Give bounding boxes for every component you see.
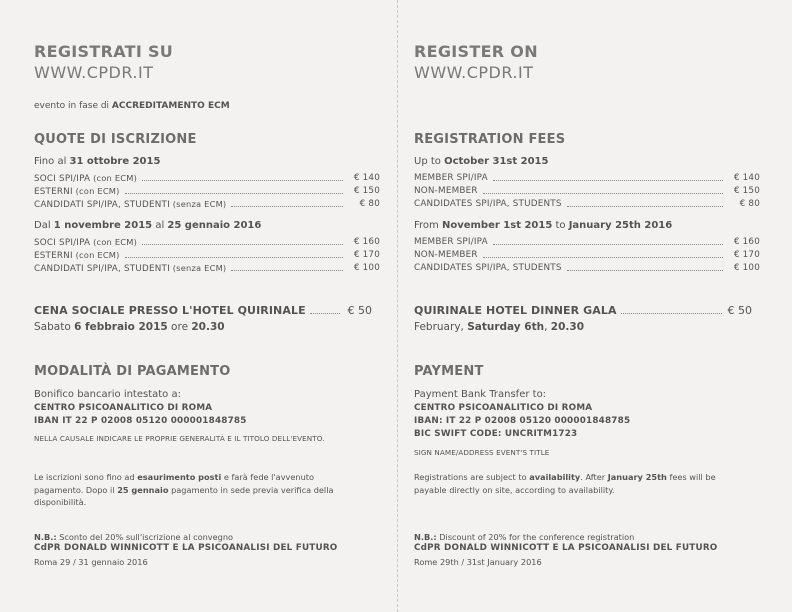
fee-row: [414, 172, 760, 184]
register-title: REGISTER ON: [414, 42, 538, 61]
period2-mid: al: [152, 220, 168, 231]
fee-label: SOCI SPI/IPA: [34, 237, 91, 248]
dot-leader: [125, 256, 343, 258]
deadline-text3: pagamento in sede previa verifica della disponibilità.: [34, 484, 334, 507]
fee-sub: (senza ECM): [169, 198, 227, 209]
dinner-date-time: 20.30: [191, 321, 225, 333]
payment-heading: MODALITÀ DI PAGAMENTO: [34, 364, 231, 379]
fee-price: € 150: [733, 186, 760, 196]
fee-price: € 140: [733, 173, 760, 183]
nb-text: Sconto del 20% sull'iscrizione al convegno: [56, 532, 234, 542]
dot-leader: [493, 179, 723, 181]
dinner-price: € 50: [347, 304, 372, 317]
dinner-date: [414, 321, 584, 333]
period1-date: October 31st 2015: [444, 156, 549, 167]
payment-bic: BIC SWIFT CODE: UNCRITM1723: [414, 429, 578, 439]
dinner-date: [34, 321, 225, 333]
period2-prefix: Dal: [34, 220, 54, 231]
dot-leader: [310, 313, 340, 314]
fee-row: [34, 185, 380, 197]
dinner-row: [34, 304, 380, 317]
deadline-note: [414, 471, 744, 496]
fee-row: [34, 172, 380, 184]
fees-heading: QUOTE DI ISCRIZIONE: [34, 132, 197, 147]
fee-label: CANDIDATI SPI/IPA, STUDENTI: [34, 263, 170, 274]
fee-price: € 170: [733, 250, 760, 260]
fee-price: € 150: [353, 186, 380, 196]
dinner-date-prefix: February,: [414, 321, 468, 333]
fee-sub: (con ECM): [90, 236, 138, 247]
dot-leader: [142, 179, 343, 181]
fee-sub: (con ECM): [90, 172, 138, 183]
fee-label: CANDIDATES SPI/IPA, STUDENTS: [414, 199, 562, 209]
nb-discount: [414, 531, 744, 544]
dinner-date-date: 6 febbraio 2015: [74, 321, 168, 333]
fee-price: € 170: [353, 250, 380, 260]
nb-text: Discount of 20% for the conference registration: [436, 532, 635, 542]
nb-event: CdPR DONALD WINNICOTT E LA PSICOANALISI DEL FUTURO: [414, 543, 718, 553]
fee-label: NON-MEMBER: [414, 186, 478, 196]
fee-sub: (con ECM): [72, 185, 120, 196]
dot-leader: [483, 192, 723, 194]
nb-dates: Rome 29th / 31st January 2016: [414, 557, 542, 567]
payment-iban: IBAN: IT 22 P 02008 05120 000001848785: [414, 416, 631, 426]
register-title: REGISTRATI SU: [34, 42, 174, 61]
nb-discount: [34, 531, 364, 544]
fee-price: € 100: [353, 263, 380, 273]
fee-price: € 160: [353, 237, 380, 247]
dinner-label: CENA SOCIALE PRESSO L'HOTEL QUIRINALE: [34, 304, 306, 317]
fee-sub: (senza ECM): [169, 262, 227, 273]
period2-prefix: From: [414, 220, 442, 231]
fee-row: [414, 236, 760, 248]
fee-price: € 80: [739, 199, 760, 209]
fee-label: NON-MEMBER: [414, 250, 478, 260]
fee-label: MEMBER SPI/IPA: [414, 173, 488, 183]
fee-label: CANDIDATI SPI/IPA, STUDENTI: [34, 199, 170, 210]
dinner-date-mid: ore: [167, 321, 192, 333]
dinner-date-date: Saturday 6th: [467, 321, 545, 333]
fee-price: € 100: [733, 263, 760, 273]
deadline-note: [34, 471, 364, 509]
dot-leader: [125, 192, 343, 194]
deadline-bold2: January 25th: [607, 472, 667, 482]
period2-date2: January 25th 2016: [568, 220, 673, 231]
dot-leader: [567, 205, 723, 207]
dot-leader: [621, 313, 722, 314]
fee-row: [414, 249, 760, 261]
nb-dates: Roma 29 / 31 gennaio 2016: [34, 557, 148, 567]
fees-heading: REGISTRATION FEES: [414, 132, 566, 147]
dinner-label: QUIRINALE HOTEL DINNER GALA: [414, 304, 617, 317]
payment-iban: IBAN IT 22 P 02008 05120 000001848785: [34, 416, 247, 426]
payment-note: SIGN NAME/ADDRESS EVENT'S TITLE: [414, 448, 550, 457]
dot-leader: [231, 269, 343, 271]
payment-heading: PAYMENT: [414, 364, 484, 379]
nb-bold: N.B.:: [34, 532, 57, 542]
period1-prefix: Up to: [414, 156, 445, 167]
fee-price: € 80: [359, 199, 380, 209]
payment-name: CENTRO PSICOANALITICO DI ROMA: [34, 403, 213, 413]
register-url-link[interactable]: WWW.CPDR.IT: [414, 63, 534, 82]
fee-row: [34, 198, 380, 210]
dinner-date-mid: ,: [544, 321, 551, 333]
nb-event: CdPR DONALD WINNICOTT E LA PSICOANALISI DEL FUTURO: [34, 543, 338, 553]
deadline-text2: . After: [580, 472, 608, 482]
period2-mid: to: [552, 220, 569, 231]
payment-note: NELLA CAUSALE INDICARE LE PROPRIE GENERALITÀ E IL TITOLO DELL'EVENTO.: [34, 434, 325, 443]
fee-price: € 160: [733, 237, 760, 247]
fee-row: [414, 198, 760, 210]
payment-name: CENTRO PSICOANALITICO DI ROMA: [414, 403, 593, 413]
fee-label: CANDIDATES SPI/IPA, STUDENTS: [414, 263, 562, 273]
deadline-bold1: esaurimento posti: [137, 472, 222, 482]
period2-date2: 25 gennaio 2016: [167, 220, 262, 231]
deadline-text3: fees will be payable directly on site, according to availability.: [414, 472, 716, 495]
fee-price: € 140: [353, 173, 380, 183]
fee-row: [34, 262, 380, 274]
nb-bold: N.B.:: [414, 532, 437, 542]
period1-prefix: Fino al: [34, 156, 70, 167]
deadline-bold2: 25 gennaio: [117, 484, 169, 495]
ecm-bold: ACCREDITAMENTO ECM: [111, 101, 230, 111]
fee-label: SOCI SPI/IPA: [34, 173, 91, 184]
fee-row: [34, 249, 380, 261]
fee-row: [34, 236, 380, 248]
fee-row: [414, 262, 760, 274]
period1-date: 31 ottobre 2015: [69, 156, 161, 167]
fee-row: [414, 185, 760, 197]
dot-leader: [483, 256, 723, 258]
dot-leader: [231, 205, 343, 207]
fee-label: MEMBER SPI/IPA: [414, 237, 488, 247]
dinner-date-prefix: Sabato: [34, 321, 75, 333]
fee-label: ESTERNI: [34, 250, 73, 261]
dot-leader: [567, 269, 723, 271]
dinner-row: [414, 304, 760, 317]
deadline-text1: Registrations are subject to: [414, 472, 530, 482]
deadline-bold1: availability: [529, 472, 581, 482]
period2-label: [34, 220, 261, 231]
payment-intro: Payment Bank Transfer to:: [414, 389, 547, 400]
period1-label: [414, 156, 548, 167]
dinner-date-time: 20.30: [550, 321, 585, 333]
period2-date1: 1 novembre 2015: [53, 220, 153, 231]
register-url-link[interactable]: WWW.CPDR.IT: [34, 63, 154, 82]
fee-label: ESTERNI: [34, 186, 73, 197]
dot-leader: [142, 243, 343, 245]
ecm-note: [34, 101, 230, 111]
dinner-price: € 50: [727, 304, 752, 317]
payment-intro: Bonifico bancario intestato a:: [34, 389, 181, 400]
center-fold-divider: [397, 0, 398, 612]
deadline-text2: e farà fede l'avvenuto pagamento. Dopo il: [34, 472, 315, 495]
deadline-text1: Le iscrizioni sono fino ad: [34, 472, 138, 482]
period2-date1: November 1st 2015: [441, 220, 553, 231]
ecm-prefix: evento in fase di: [34, 101, 112, 111]
period2-label: [414, 220, 672, 231]
dot-leader: [493, 243, 723, 245]
period1-label: [34, 156, 160, 167]
fee-sub: (con ECM): [72, 249, 120, 260]
